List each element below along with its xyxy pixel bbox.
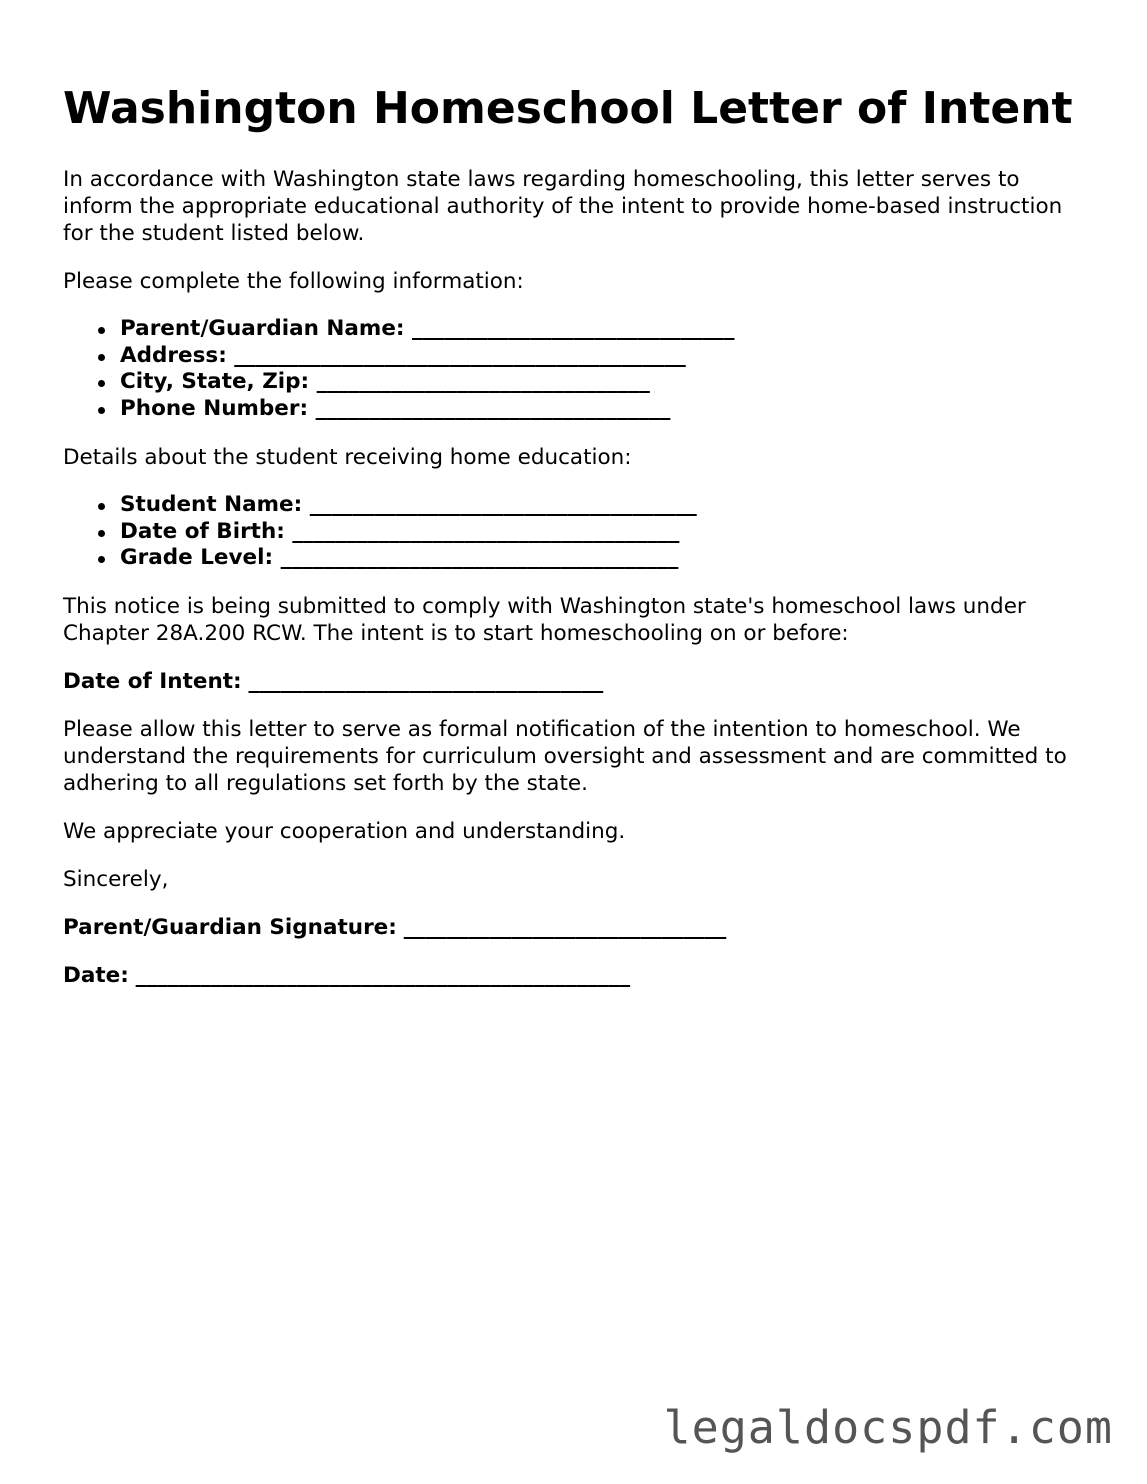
student-name-blank[interactable]: ____________________________________ — [309, 491, 697, 517]
phone-number-field — [120, 396, 1093, 423]
date-of-intent-field — [63, 668, 1093, 695]
date-of-birth-field — [120, 519, 1093, 546]
compliance-paragraph: This notice is being submitted to comply with Washington state's homeschool laws under Chapter 28A.200 RCW. The intent is to start homeschooling on or before: — [63, 593, 1026, 646]
address-field — [120, 343, 1093, 370]
grade-level-label: Grade Level: — [120, 545, 274, 571]
parent-info-prompt: Please complete the following information: — [63, 269, 524, 294]
signature-blank[interactable]: ______________________________ — [403, 914, 727, 940]
date-of-birth-blank[interactable]: ____________________________________ — [292, 518, 680, 544]
student-name-field — [120, 492, 1093, 519]
phone-number-blank[interactable]: _________________________________ — [315, 396, 671, 422]
signature-label: Parent/Guardian Signature: — [63, 914, 397, 940]
student-name-label: Student Name: — [120, 491, 303, 517]
city-state-zip-blank[interactable]: _______________________________ — [316, 369, 650, 395]
student-info-prompt: Details about the student receiving home education: — [63, 444, 632, 470]
date-of-intent-label: Date of Intent: — [63, 668, 242, 694]
intro-paragraph: In accordance with Washington state laws regarding homeschooling, this letter serves to inform the appropriate educational authority of the intent to provide home-based instruction for the student listed below. — [63, 167, 1063, 246]
closing-salutation: Sincerely, — [63, 866, 169, 892]
date-of-birth-label: Date of Birth: — [120, 518, 285, 544]
parent-name-field — [120, 316, 1093, 343]
date-label: Date: — [63, 962, 129, 988]
grade-level-blank[interactable]: _____________________________________ — [280, 545, 679, 571]
date-blank[interactable]: ______________________________________________ — [135, 962, 631, 988]
parent-fields-list — [63, 316, 1093, 423]
address-label: Address: — [120, 342, 227, 368]
document-title: Washington Homeschool Letter of Intent — [63, 83, 1073, 134]
city-state-zip-label: City, State, Zip: — [120, 369, 310, 395]
phone-number-label: Phone Number: — [120, 396, 309, 422]
address-blank[interactable]: __________________________________________ — [234, 342, 686, 368]
student-fields-list — [63, 492, 1093, 572]
date-field — [63, 962, 1093, 989]
parent-name-blank[interactable]: ______________________________ — [412, 316, 735, 341]
appreciation-paragraph: We appreciate your cooperation and understanding. — [63, 818, 626, 844]
date-of-intent-blank[interactable]: _________________________________ — [248, 668, 604, 694]
signature-field — [63, 914, 1093, 941]
grade-level-field — [120, 545, 1093, 572]
parent-name-label: Parent/Guardian Name: — [120, 316, 405, 341]
city-state-zip-field — [120, 369, 1093, 396]
notification-paragraph: Please allow this letter to serve as formal notification of the intention to homeschool. We understand the requirements for curriculum oversight and assessment and are committed to adhering to all regulations set forth by the state. — [63, 716, 1067, 796]
letter-document — [63, 82, 1093, 989]
watermark: legaldocspdf.com — [663, 1401, 1113, 1454]
